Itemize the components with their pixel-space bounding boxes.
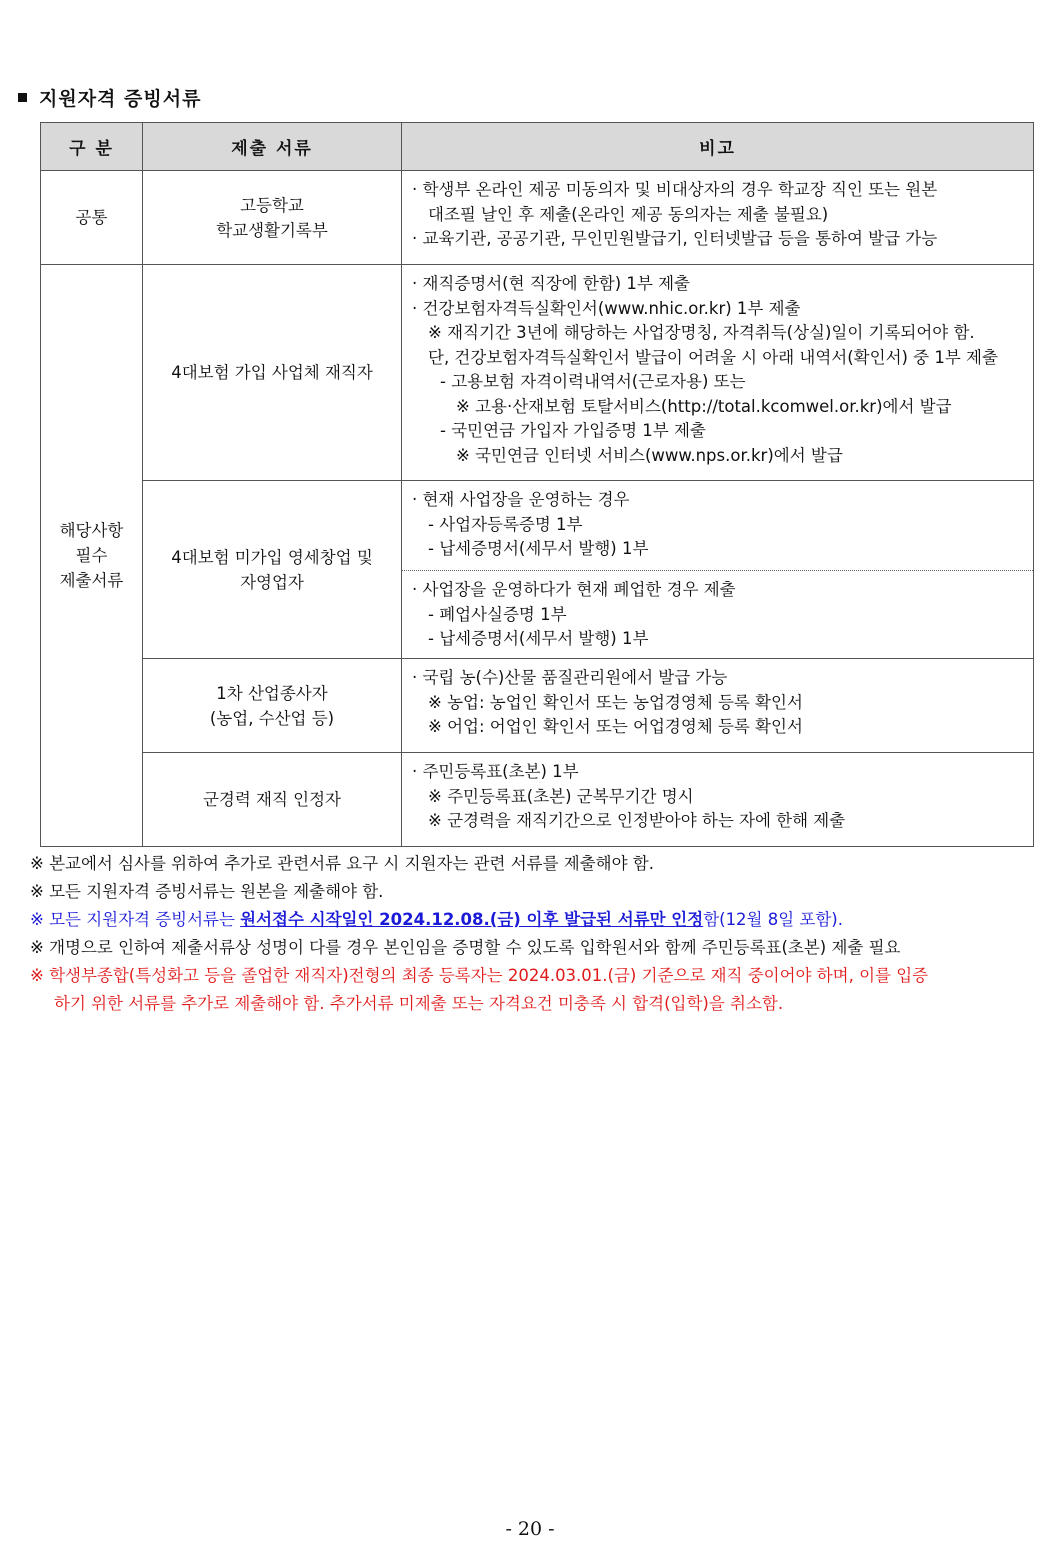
header-category: 구 분 xyxy=(41,123,143,171)
page-number: - 20 - xyxy=(505,1518,555,1540)
category-common: 공통 xyxy=(41,171,143,265)
footnotes xyxy=(30,850,928,1018)
footnote-employment-requirement: ※ 학생부종합(특성화고 등을 졸업한 재직자)전형의 최종 등록자는 2024.03.01.(금) 기준으로 재직 중이어야 하며, 이를 입증 하기 위한 서류를 추가로 제출해야 함. 추가서류 미제출 또는 자격요건 미충족 시 합격(입학)을 취소함. xyxy=(30,966,929,1013)
remarks-primary-industry: · 국립 농(수)산물 품질관리원에서 발급 가능 ※ 농업: 농업인 확인서 또는 농업경영체 등록 확인서 ※ 어업: 어업인 확인서 또는 어업경영체 등록 확인서 xyxy=(402,659,1034,753)
table-row-primary-industry xyxy=(41,659,1034,753)
footnote-original-docs: ※ 모든 지원자격 증빙서류는 원본을 제출해야 함. xyxy=(30,882,384,901)
square-bullet-icon xyxy=(18,93,27,102)
table-row-common xyxy=(41,171,1034,265)
remarks-uninsured-operating: · 현재 사업장을 운영하는 경우 - 사업자등록증명 1부 - 납세증명서(세무서 발행) 1부 xyxy=(402,481,1034,571)
table-row-military xyxy=(41,753,1034,847)
footnote-name-change: ※ 개명으로 인하여 제출서류상 성명이 다를 경우 본인임을 증명할 수 있도록 입학원서와 함께 주민등록표(초본) 제출 필요 xyxy=(30,938,901,957)
document-common: 고등학교 학교생활기록부 xyxy=(143,171,402,265)
document-military: 군경력 재직 인정자 xyxy=(143,753,402,847)
footnote-issue-date: ※ 모든 지원자격 증빙서류는 원서접수 시작일인 2024.12.08.(금) 이후 발급된 서류만 인정함(12월 8일 포함). xyxy=(30,910,843,929)
remarks-common: · 학생부 온라인 제공 미동의자 및 비대상자의 경우 학교장 직인 또는 원본 대조필 날인 후 제출(온라인 제공 동의자는 제출 불필요) · 교육기관, 공공기관, 무인민원발급기, 인터넷발급 등을 통하여 발급 가능 xyxy=(402,171,1034,265)
table-row-uninsured-operating xyxy=(41,481,1034,571)
remarks-military: · 주민등록표(초본) 1부 ※ 주민등록표(초본) 군복무기간 명시 ※ 군경력을 재직기간으로 인정받아야 하는 자에 한해 제출 xyxy=(402,753,1034,847)
header-document: 제출 서류 xyxy=(143,123,402,171)
header-remarks: 비고 xyxy=(402,123,1034,171)
section-title: 지원자격 증빙서류 xyxy=(18,84,201,111)
table-header-row xyxy=(41,123,1034,171)
table-row-insured xyxy=(41,265,1034,481)
remarks-insured: · 재직증명서(현 직장에 한함) 1부 제출 · 건강보험자격득실확인서(www.nhic.or.kr) 1부 제출 ※ 재직기간 3년에 해당하는 사업장명칭, 자격취득(상실)일이 기록되어야 함. 단, 건강보험자격득실확인서 발급이 어려울 시 아래 내역서(확인서) 중 1부 제출 - 고용보험 자격이력내역서(근로자용) 또는 ※ 고용·산재보험 토탈서비스(http://total.kcomwel.or.kr)에서 발급 - 국민연금 가입자 가입증명 1부 제출 ※ 국민연금 인터넷 서비스(www.nps.or.kr)에서 발급 xyxy=(402,265,1034,481)
category-required: 해당사항 필수 제출서류 xyxy=(41,265,143,847)
document-uninsured: 4대보험 미가입 영세창업 및 자영업자 xyxy=(143,481,402,659)
document-primary-industry: 1차 산업종사자 (농업, 수산업 등) xyxy=(143,659,402,753)
footnote-additional-docs: ※ 본교에서 심사를 위하여 추가로 관련서류 요구 시 지원자는 관련 서류를 제출해야 함. xyxy=(30,854,654,873)
document-insured: 4대보험 가입 사업체 재직자 xyxy=(143,265,402,481)
remarks-uninsured-closed: · 사업장을 운영하다가 현재 폐업한 경우 제출 - 폐업사실증명 1부 - 납세증명서(세무서 발행) 1부 xyxy=(402,571,1034,659)
documents-table xyxy=(40,122,1034,847)
